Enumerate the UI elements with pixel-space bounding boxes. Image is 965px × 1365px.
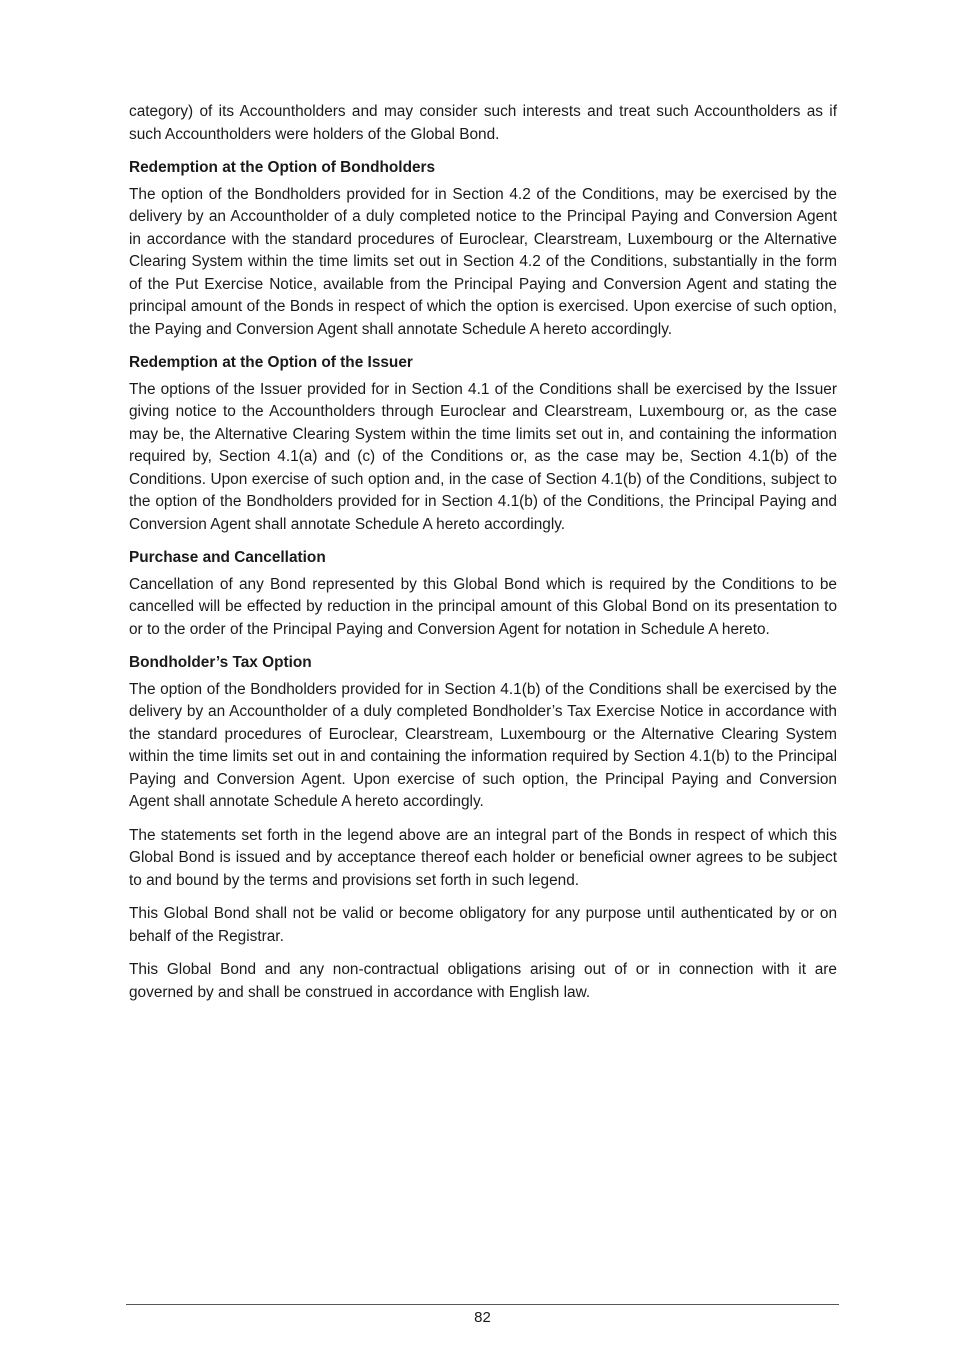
section-body: Cancellation of any Bond represented by this Global Bond which is required by the Conditions to be cancelled will be effected by reduction in the principal amount of this Global Bond on its presentation to or to the order of the Principal Paying and Conversion Agent for notation in Schedule A hereto. xyxy=(129,575,837,638)
section-heading: Redemption at the Option of the Issuer xyxy=(129,354,413,371)
section-purchase-cancellation xyxy=(129,547,837,641)
legend-statement-paragraph: The statements set forth in the legend above are an integral part of the Bonds in respect of which this Global Bond is issued and by acceptance thereof each holder or beneficial owner agrees to be subject to and bound by the terms and provisions set forth in such legend. xyxy=(129,826,837,889)
section-redemption-bondholders xyxy=(129,157,837,341)
section-heading: Redemption at the Option of Bondholders xyxy=(129,159,436,176)
section-heading: Bondholder’s Tax Option xyxy=(129,654,312,671)
page-body xyxy=(129,101,837,1015)
section-heading: Purchase and Cancellation xyxy=(129,549,326,566)
page-number: 82 xyxy=(474,1309,491,1326)
continuation-paragraph: category) of its Accountholders and may consider such interests and treat such Accountholders as if such Accountholders were holders of the Global Bond. xyxy=(129,103,837,143)
section-body: The options of the Issuer provided for in Section 4.1 of the Conditions shall be exercised by the Issuer giving notice to the Accountholders through Euroclear and Clearstream, Luxembourg or, as the case may be, the Alternative Clearing System within the time limits set out in, and containing the information required by, Section 4.1(a) and (c) of the Conditions or, as the case may be, Section 4.1(b) of the Conditions. Upon exercise of such option and, in the case of Section 4.1(b) of the Conditions, subject to the option of the Bondholders provided for in Section 4.1(b) of the Conditions, the Principal Paying and Conversion Agent shall annotate Schedule A hereto accordingly. xyxy=(129,380,837,533)
section-body: The option of the Bondholders provided for in Section 4.2 of the Conditions, may be exercised by the delivery by an Accountholder of a duly completed notice to the Principal Paying and Conversion Agent in accordance with the standard procedures of Euroclear, Clearstream, Luxembourg or the Alternative Clearing System within the time limits set out in Section 4.2 of the Conditions, substantially in the form of the Put Exercise Notice, available from the Principal Paying and Conversion Agent and stating the principal amount of the Bonds in respect of which the option is exercised. Upon exercise of such option, the Paying and Conversion Agent shall annotate Schedule A hereto accordingly. xyxy=(129,185,837,338)
footer-divider xyxy=(126,1304,839,1305)
governing-law-paragraph: This Global Bond and any non-contractual obligations arising out of or in connection with it are governed by and shall be construed in accordance with English law. xyxy=(129,961,837,1001)
section-redemption-issuer xyxy=(129,352,837,536)
authentication-paragraph: This Global Bond shall not be valid or become obligatory for any purpose until authenticated by or on behalf of the Registrar. xyxy=(129,905,837,945)
section-tax-option xyxy=(129,652,837,814)
section-body: The option of the Bondholders provided for in Section 4.1(b) of the Conditions shall be exercised by the delivery by an Accountholder of a duly completed Bondholder’s Tax Exercise Notice in accordance with the standard procedures of Euroclear, Clearstream, Luxembourg or the Alternative Clearing System within the time limits set out in and containing the information required by Section 4.1(b) to the Principal Paying and Conversion Agent. Upon exercise of such option, the Principal Paying and Conversion Agent shall annotate Schedule A hereto accordingly. xyxy=(129,680,837,810)
